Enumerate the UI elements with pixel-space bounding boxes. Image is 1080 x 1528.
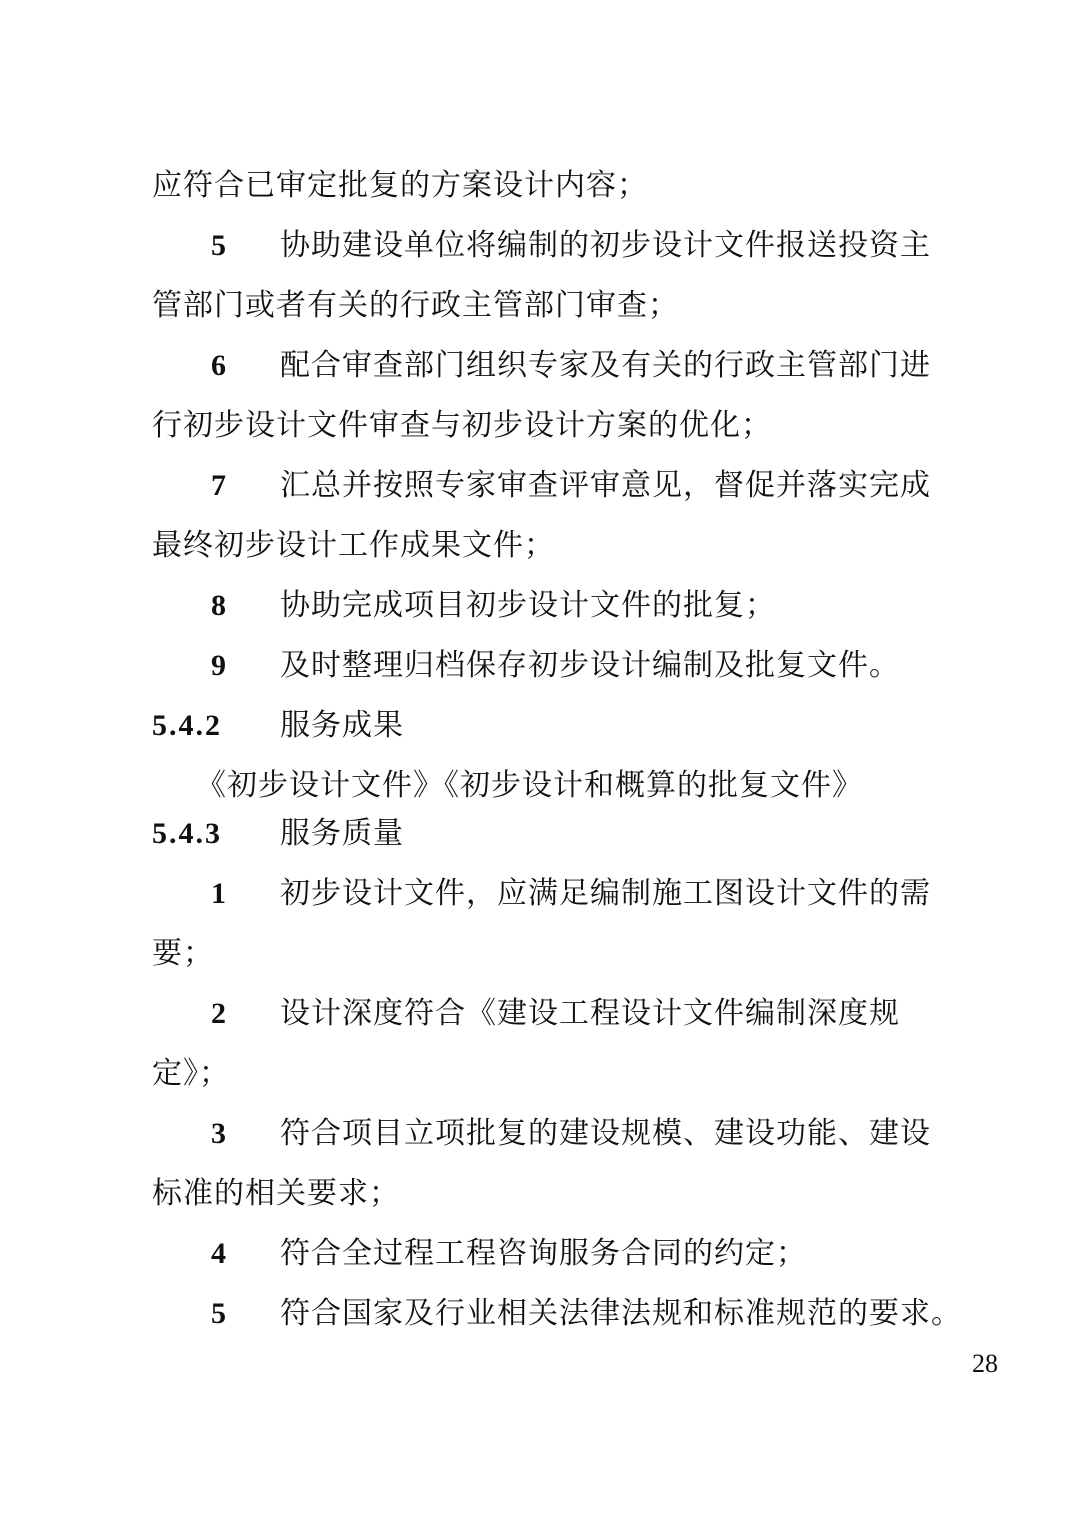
page-number: 28: [972, 1349, 998, 1378]
item-text: 管部门或者有关的行政主管部门审查；: [152, 288, 679, 323]
item-text: 初步设计文件，应满足编制施工图设计文件的需: [280, 876, 931, 911]
item-text: 及时整理归档保存初步设计编制及批复文件。: [280, 648, 900, 683]
item-text: 汇总并按照专家审查评审意见，督促并落实完成: [280, 468, 931, 503]
item-text: 符合国家及行业相关法律法规和标准规范的要求。: [280, 1296, 962, 1331]
item-number: 1: [211, 877, 227, 910]
item-text: 设计深度符合《建设工程设计文件编制深度规: [280, 996, 900, 1031]
item-text: 行初步设计文件审查与初步设计方案的优化；: [152, 408, 772, 443]
item-number: 5: [211, 229, 227, 262]
item-text: 标准的相关要求；: [152, 1176, 400, 1211]
item-number: 7: [211, 469, 227, 502]
section-title: 服务质量: [280, 816, 404, 851]
item-text: 协助建设单位将编制的初步设计文件报送投资主: [280, 228, 931, 263]
item-text: 最终初步设计工作成果文件；: [152, 528, 555, 563]
item-number: 5: [211, 1297, 227, 1330]
item-number: 9: [211, 649, 227, 682]
item-number: 6: [211, 349, 227, 382]
item-text: 定》；: [152, 1056, 230, 1091]
section-number: 5.4.2: [152, 709, 222, 742]
section-number: 5.4.3: [152, 817, 222, 850]
item-text: 符合项目立项批复的建设规模、建设功能、建设: [280, 1116, 931, 1151]
item-number: 8: [211, 589, 227, 622]
item-text: 符合全过程工程咨询服务合同的约定；: [280, 1236, 807, 1271]
continuation-text: 应符合已审定批复的方案设计内容；: [152, 168, 648, 203]
item-text: 协助完成项目初步设计文件的批复；: [280, 588, 776, 623]
item-number: 3: [211, 1117, 227, 1150]
section-title: 服务成果: [280, 708, 404, 743]
item-text: 配合审查部门组织专家及有关的行政主管部门进: [280, 348, 931, 383]
item-text: 要；: [152, 936, 214, 971]
item-number: 4: [211, 1237, 227, 1270]
item-number: 2: [211, 997, 227, 1030]
section-body-text: 《初步设计文件》《初步设计和概算的批复文件》: [196, 768, 863, 803]
